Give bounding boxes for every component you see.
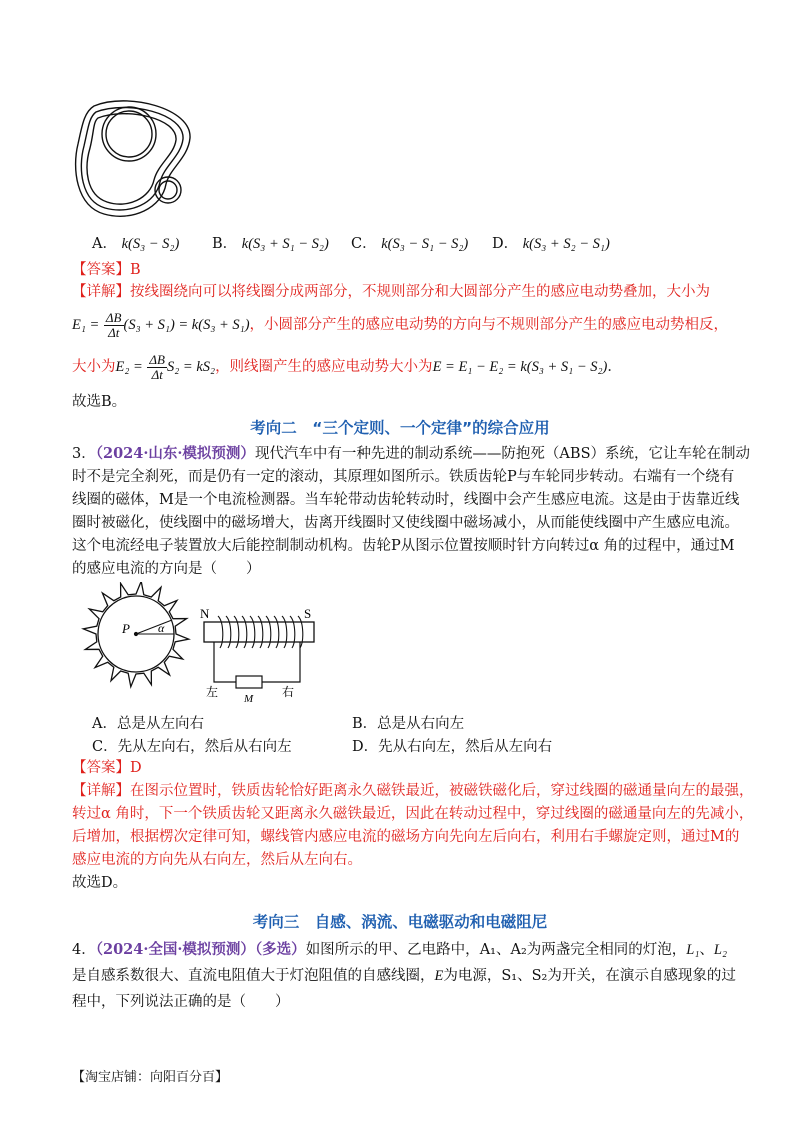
symbol-e: E [434, 968, 444, 984]
q4-stem-line-1 [72, 940, 727, 960]
gear-angle-marker [134, 620, 174, 636]
q4-stem-line-3: 程中，下列说法正确的是（ ） [72, 994, 290, 1010]
detail-text: ，小圆部分产生的感应电动势的方向与不规则部分产生的感应电动势相反， [249, 317, 729, 333]
symbol-a1: A₁ [479, 942, 496, 958]
formula-e2: E₂ = [115, 359, 143, 375]
formula-e1: E₁ = [72, 317, 100, 333]
stem-text: 现代汽车中有一种先进的制动系统——防抱死（ABS）系统，它让车轮在制动 [254, 446, 750, 462]
footer-shop-tag: 【淘宝店铺：向阳百分百】 [72, 1070, 229, 1085]
fraction-denominator: Δt [151, 366, 163, 382]
multi-select-tag: （多选） [254, 941, 306, 958]
detail-label: 【详解】 [72, 783, 130, 799]
fraction [147, 353, 167, 382]
coil-winding [234, 616, 239, 648]
coil-winding [274, 616, 279, 648]
coil-winding [250, 616, 255, 648]
period: ． [607, 359, 622, 375]
fraction-numerator: ΔB [149, 351, 165, 367]
label-left: 左 [206, 685, 219, 699]
q2-answer [72, 260, 141, 280]
coil-winding [258, 616, 263, 648]
coil-winding [218, 616, 223, 648]
option-b [212, 232, 329, 253]
option-a-label: A． [92, 236, 117, 252]
label-p: P [122, 621, 130, 636]
q3-stem-line-4: 圈时被磁化，使线圈中的磁场增大，齿离开线圈时又使线圈中磁场减小，从而能使线圈中产生感应电流。 [72, 515, 739, 531]
label-s: S [304, 606, 312, 621]
coil-winding [242, 616, 247, 648]
detail-text: ，则线圈产生的感应电动势大小为 [215, 359, 433, 375]
q3-detail-line-3: 后增加，根据楞次定律可知，螺线管内感应电流的磁场方向先向左后向右，利用右手螺旋定则，通过M的 [72, 829, 740, 845]
coil [218, 616, 303, 648]
symbol-s2: S₂ [531, 968, 548, 984]
q3-detail-line-4: 感应电流的方向先从右向左，然后从左向右。 [72, 852, 362, 868]
option-a: A．总是从左向右 [92, 716, 204, 732]
q3-answer [72, 758, 142, 778]
coil-winding [266, 616, 271, 648]
current-detector-m [236, 676, 262, 688]
coil-figure [72, 98, 197, 224]
option-d [492, 232, 610, 253]
wire-right [262, 642, 300, 682]
stem-text: 如图所示的甲、乙电路中， [305, 942, 480, 958]
q2-conclusion: 故选B。 [72, 394, 127, 410]
coil-winding [290, 616, 295, 648]
magnet-bar [204, 622, 314, 642]
q3-detail-line-1 [72, 781, 754, 801]
q4-stem-line-2 [72, 966, 736, 986]
option-c-expr: k(S₃ − S₁ − S₂) [381, 236, 469, 252]
q3-stem-line-6: 的感应电流的方向是（ ） [72, 561, 261, 577]
detail-text: 大小为 [72, 359, 116, 375]
stem-text: 为两盏完全相同的灯泡， [526, 942, 687, 958]
option-d-label: D． [492, 236, 519, 252]
answer-value: D [130, 760, 142, 776]
q3-stem-line-1 [72, 444, 750, 464]
separator: 、 [495, 942, 511, 958]
formula-e1-rest: (S₃ + S₁) = k(S₃ + S₁) [123, 317, 250, 333]
q3-stem-line-2: 时不是完全刹死，而是仍有一定的滚动，其原理如图所示。铁质齿轮P与车轮同步转动。右端有一个绕有 [72, 469, 735, 485]
q3-detail-line-2: 转过α 角时，下一个铁质齿轮又距离永久磁铁最近，因此在转动过程中，穿过线圈的磁通量向左的先减小， [72, 806, 754, 822]
stem-text: 为开关，在演示自感现象的过 [547, 968, 736, 984]
option-a-expr: k(S₃ − S₂) [121, 236, 180, 252]
answer-label: 【答案】 [72, 760, 130, 776]
label-alpha: α [158, 621, 165, 635]
separator: 、 [517, 968, 532, 984]
q2-detail-line-1 [72, 282, 710, 302]
symbol-l2: L₂ [713, 942, 727, 958]
question-number: 4． [72, 942, 96, 958]
coil-winding [282, 616, 287, 648]
option-b-expr: k(S₃ + S₁ − S₂) [241, 236, 329, 252]
stem-text: 是自感系数很大、直流电阻值大于灯泡阻值的自感线圈， [72, 968, 435, 984]
option-b-label: B． [212, 236, 238, 252]
fraction-numerator: ΔB [105, 309, 122, 325]
fraction [104, 311, 124, 340]
option-d: D．先从右向左，然后从左向右 [352, 739, 553, 755]
formula-e: E = E₁ − E₂ = k(S₃ + S₁ − S₂) [432, 359, 608, 375]
gear-angle-line [136, 620, 172, 634]
q2-detail-line-3 [72, 352, 622, 382]
option-a [92, 232, 179, 253]
symbol-s1: S₁ [501, 968, 518, 984]
detail-text: 按线圈绕向可以将线圈分成两部分，不规则部分和大圆部分产生的感应电动势叠加，大小为 [130, 284, 710, 300]
section-heading-2: 考向二 “三个定则、一个定律”的综合应用 [250, 419, 550, 437]
label-n: N [200, 606, 210, 621]
option-c [351, 232, 468, 253]
formula-e2-rest: S₂ = kS₂ [167, 359, 216, 375]
option-d-expr: k(S₃ + S₂ − S₁) [522, 236, 610, 252]
gear-center-dot [134, 632, 137, 635]
fraction-denominator: Δt [108, 324, 120, 340]
symbol-l1: L₁ [686, 942, 700, 958]
option-b: B．总是从右向左 [352, 716, 465, 732]
stem-text: 为电源， [443, 968, 502, 984]
answer-label: 【答案】 [72, 262, 130, 278]
coil-winding [226, 616, 231, 648]
question-number: 3． [72, 446, 96, 462]
q3-conclusion: 故选D。 [72, 875, 128, 891]
question-source: （2024·山东·模拟预测） [95, 445, 255, 462]
abs-gear-figure [72, 582, 332, 706]
option-c-label: C． [351, 236, 377, 252]
option-c: C．先从左向右，然后从右向左 [92, 739, 292, 755]
q3-stem-line-5: 这个电流经电子装置放大后能控制制动机构。齿轮P从图示位置按顺时针方向转过α 角的过程中，通过M [72, 538, 735, 554]
detail-text: 在图示位置时，铁质齿轮恰好距离永久磁铁最近，被磁铁磁化后，穿过线圈的磁通量向左的最强， [130, 783, 754, 799]
section-heading-3: 考向三 自感、涡流、电磁驱动和电磁阻尼 [252, 913, 548, 931]
label-right: 右 [282, 685, 295, 699]
q2-detail-line-2 [72, 310, 728, 340]
separator: 、 [699, 942, 714, 958]
wire-left [214, 642, 236, 682]
answer-value: B [130, 262, 141, 278]
q3-stem-line-3: 线圈的磁体，M是一个电流检测器。当车轮带动齿轮转动时，线圈中会产生感应电流。这是由于齿靠近线 [72, 492, 740, 508]
label-m: M [244, 693, 254, 705]
question-source: （2024·全国·模拟预测） [95, 941, 255, 958]
detail-label: 【详解】 [72, 284, 130, 300]
symbol-a2: A₂ [510, 942, 527, 958]
